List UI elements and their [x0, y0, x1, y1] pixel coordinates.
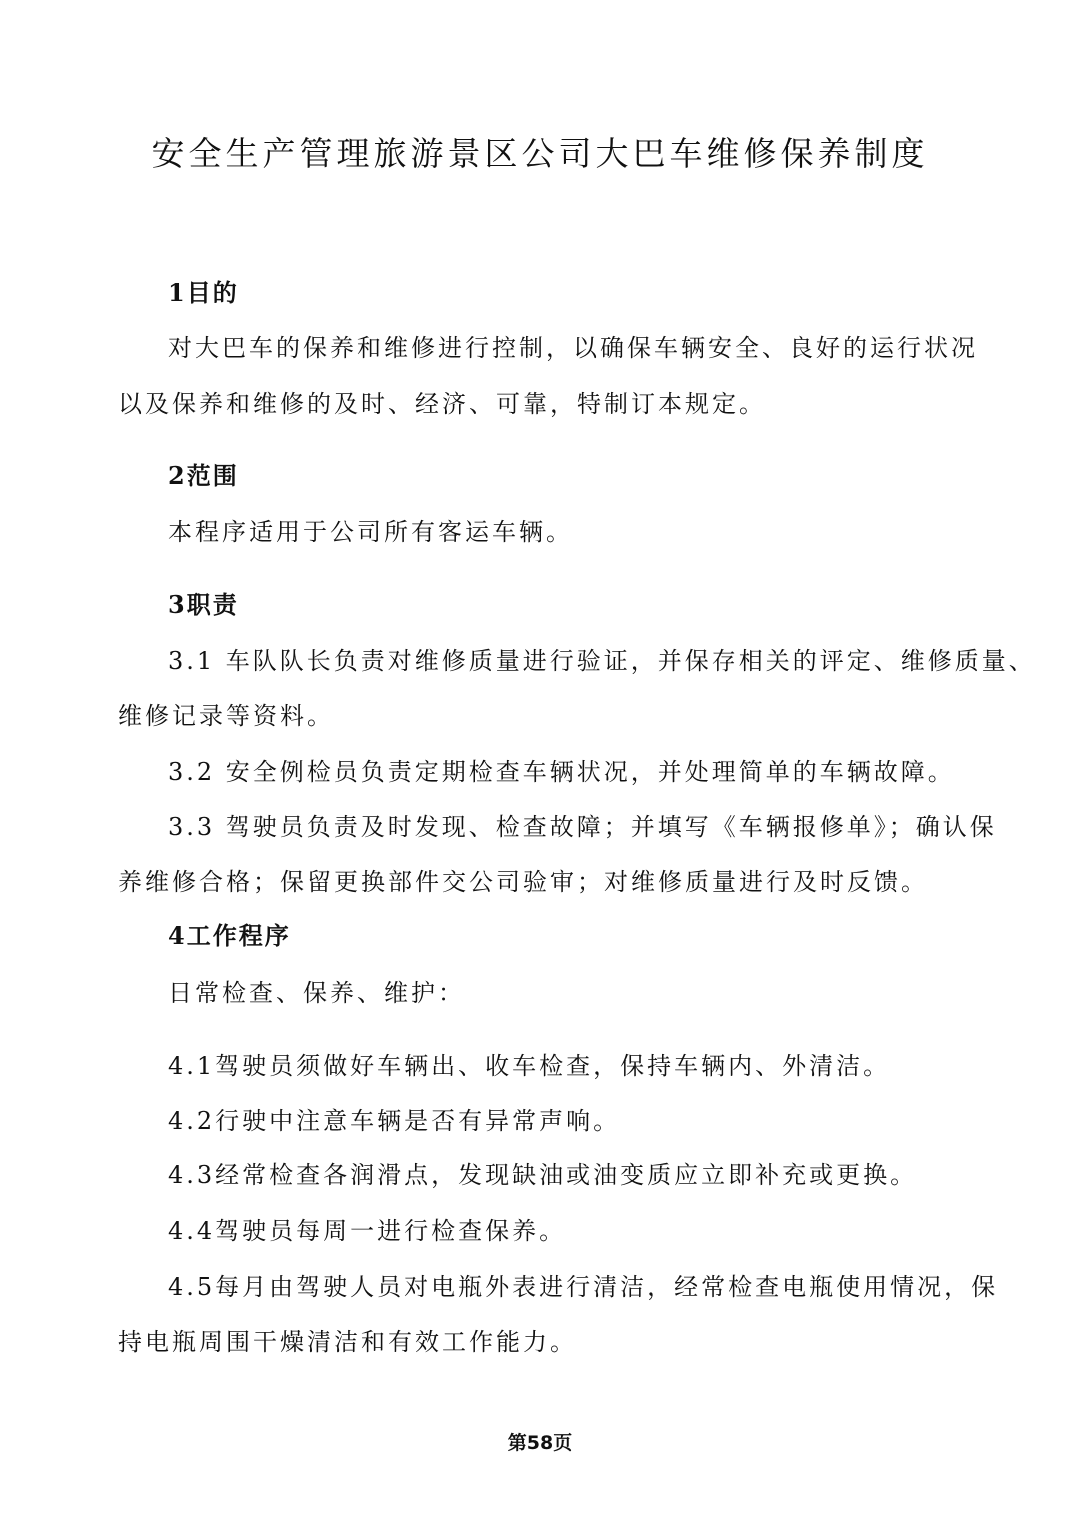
procedure-4-5-line-2: 持电瓶周围干燥清洁和有效工作能力。: [118, 1328, 577, 1356]
section-heading-responsibilities: 3职责: [168, 590, 239, 619]
procedure-4-3: 4.3经常检查各润滑点，发现缺油或油变质应立即补充或更换。: [168, 1161, 918, 1189]
purpose-text-line-1: 对大巴车的保养和维修进行控制，以确保车辆安全、良好的运行状况: [168, 334, 978, 362]
responsibility-3-1-line-1: 3.1 车队队长负责对维修质量进行验证，并保存相关的评定、维修质量、: [168, 647, 1036, 675]
section-heading-procedure: 4工作程序: [168, 921, 291, 950]
procedure-4-2: 4.2行驶中注意车辆是否有异常声响。: [168, 1107, 621, 1135]
procedure-4-4: 4.4驾驶员每周一进行检查保养。: [168, 1217, 567, 1245]
scope-text: 本程序适用于公司所有客运车辆。: [168, 518, 573, 546]
responsibility-3-3-line-2: 养维修合格；保留更换部件交公司验审；对维修质量进行及时反馈。: [118, 868, 928, 896]
procedure-4-1: 4.1驾驶员须做好车辆出、收车检查，保持车辆内、外清洁。: [168, 1052, 891, 1080]
section-heading-scope: 2范围: [168, 461, 239, 490]
page-number: 第58页: [507, 1432, 573, 1454]
page-title: 安全生产管理旅游景区公司大巴车维修保养制度: [151, 134, 929, 173]
procedure-intro: 日常检查、保养、维护：: [168, 979, 465, 1007]
procedure-4-5-line-1: 4.5每月由驾驶人员对电瓶外表进行清洁，经常检查电瓶使用情况，保: [168, 1273, 999, 1301]
section-heading-purpose: 1目的: [168, 278, 239, 307]
responsibility-3-3-line-1: 3.3 驾驶员负责及时发现、检查故障；并填写《车辆报修单》；确认保: [168, 813, 997, 841]
responsibility-3-2: 3.2 安全例检员负责定期检查车辆状况，并处理简单的车辆故障。: [168, 758, 955, 786]
responsibility-3-1-line-2: 维修记录等资料。: [118, 702, 334, 730]
purpose-text-line-2: 以及保养和维修的及时、经济、可靠，特制订本规定。: [118, 390, 766, 418]
